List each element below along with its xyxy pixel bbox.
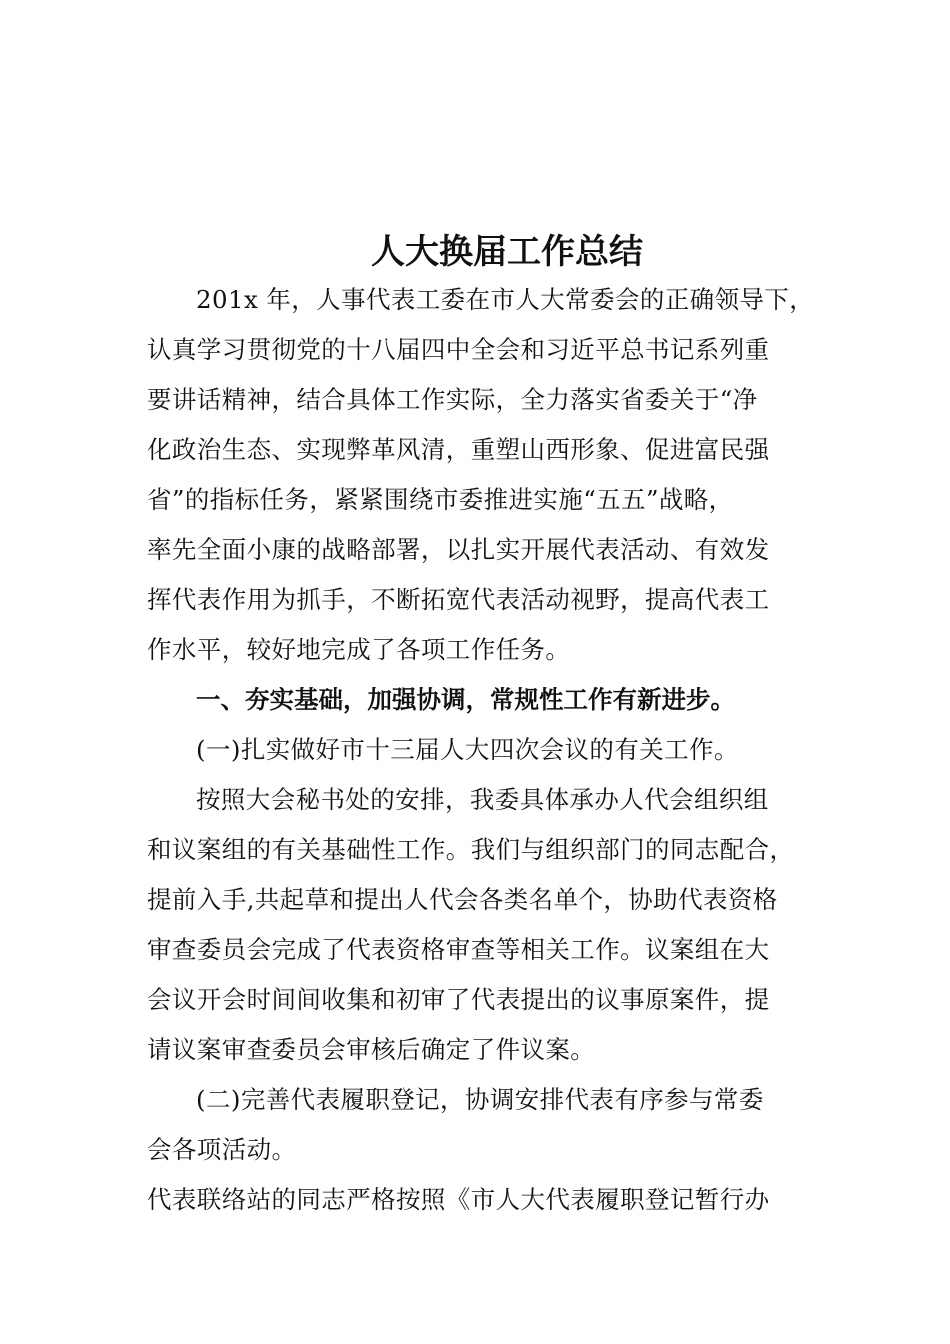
- subsection-heading-1: (一)扎实做好市十三届人大四次会议的有关工作。: [196, 735, 739, 764]
- paragraph-2-line-3: 提前入手,共起草和提出人代会各类名单个，协助代表资格: [147, 885, 778, 914]
- paragraph-2-line-1: 按照大会秘书处的安排，我委具体承办人代会组织组: [196, 785, 769, 814]
- paragraph-2-line-6: 请议案审查委员会审核后确定了件议案。: [147, 1035, 596, 1064]
- section-heading-1: 一、夯实基础，加强协调，常规性工作有新进步。: [196, 685, 735, 714]
- paragraph-1-line-6: 率先全面小康的战略部署，以扎实开展代表活动、有效发: [147, 535, 770, 564]
- paragraph-2-line-4: 审查委员会完成了代表资格审查等相关工作。议案组在大: [147, 935, 770, 964]
- paragraph-1-line-8: 作水平，较好地完成了各项工作任务。: [147, 635, 571, 664]
- paragraph-1-line-4: 化政治生态、实现弊革风清，重塑山西形象、促进富民强: [147, 435, 770, 464]
- paragraph-3-line-1: 代表联络站的同志严格按照《市人大代表履职登记暂行办: [147, 1185, 770, 1214]
- document-title: 人大换届工作总结: [371, 232, 643, 272]
- paragraph-1-line-3: 要讲话精神，结合具体工作实际，全力落实省委关于“净: [147, 385, 758, 414]
- paragraph-1-line-7: 挥代表作用为抓手，不断拓宽代表活动视野，提高代表工: [147, 585, 770, 614]
- paragraph-2-line-2: 和议案组的有关基础性工作。我们与组织部门的同志配合，: [147, 835, 795, 864]
- subsection-heading-2-line-2: 会各项活动。: [147, 1135, 297, 1164]
- paragraph-1-line-1: 201x 年，人事代表工委在市人大常委会的正确领导下，: [196, 285, 815, 314]
- paragraph-1-line-5: 省”的指标任务，紧紧围绕市委推进实施“五五”战略，: [147, 485, 734, 514]
- subsection-heading-2-line-1: (二)完善代表履职登记，协调安排代表有序参与常委: [196, 1085, 764, 1114]
- paragraph-2-line-5: 会议开会时间间收集和初审了代表提出的议事原案件，提: [147, 985, 770, 1014]
- paragraph-1-line-2: 认真学习贯彻党的十八届四中全会和习近平总书记系列重: [147, 335, 770, 364]
